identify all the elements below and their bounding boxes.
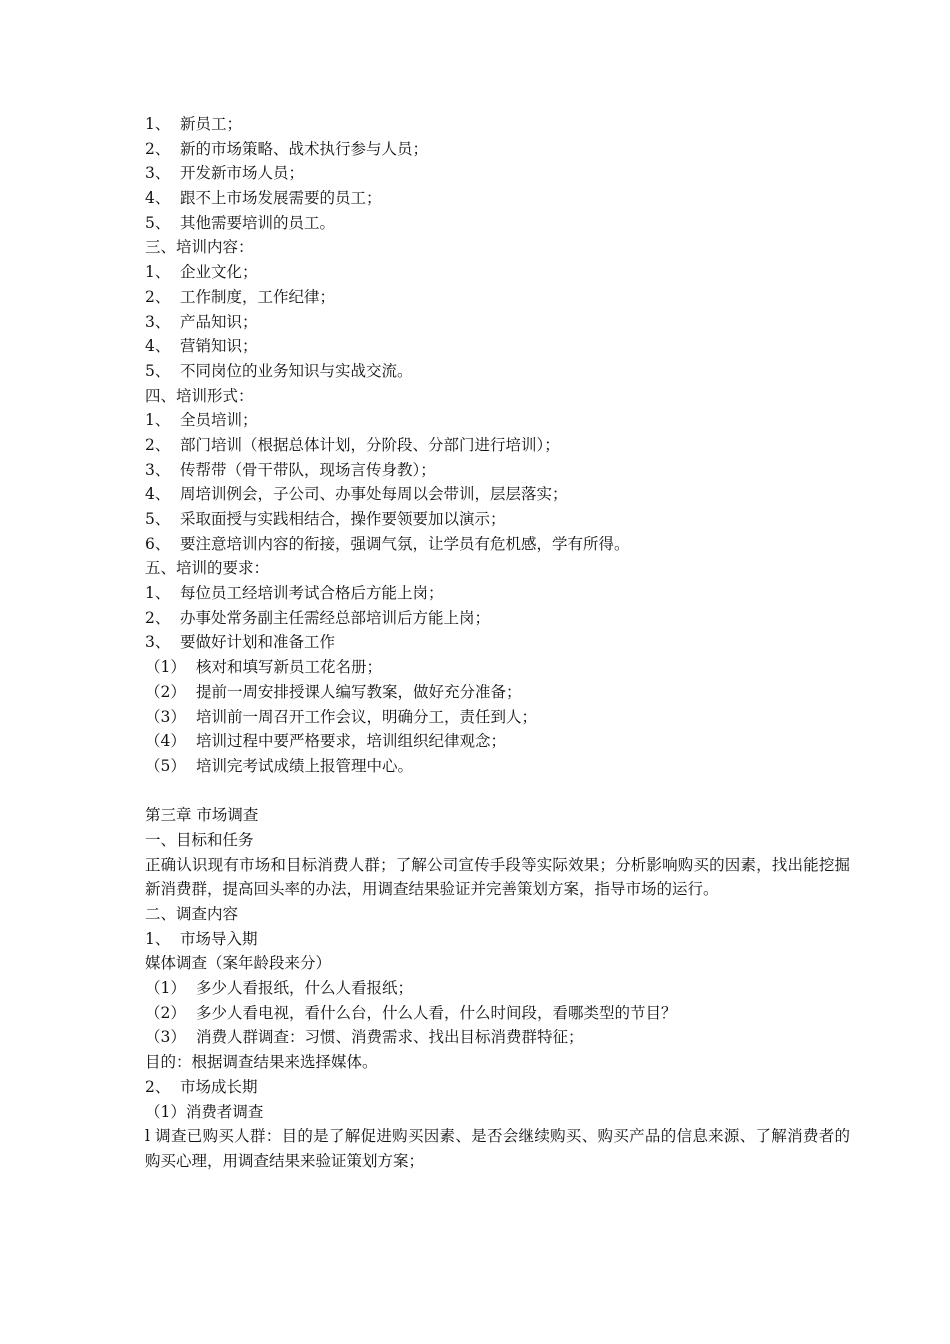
heading-text: 媒体调查（案年龄段来分） bbox=[145, 954, 332, 973]
list-item bbox=[145, 1075, 850, 1100]
list-item-number: 3、 bbox=[145, 633, 171, 652]
heading-text: 第三章 市场调查 bbox=[145, 806, 259, 825]
list-item bbox=[145, 359, 850, 384]
section-heading bbox=[145, 235, 850, 260]
list-item-number: 5、 bbox=[145, 361, 171, 380]
section-heading bbox=[145, 1050, 850, 1075]
list-item bbox=[145, 532, 850, 557]
sub-list-item bbox=[145, 655, 850, 680]
section-heading bbox=[145, 384, 850, 409]
list-item bbox=[145, 433, 850, 458]
list-item bbox=[145, 606, 850, 631]
list-item bbox=[145, 408, 850, 433]
sub-list-item bbox=[145, 1001, 850, 1026]
list-item bbox=[145, 927, 850, 952]
list-item-text: 传帮带（骨干带队，现场言传身教）； bbox=[180, 460, 436, 479]
section-heading bbox=[145, 902, 850, 927]
blank-line bbox=[145, 779, 850, 804]
list-item bbox=[145, 310, 850, 335]
list-item-number: 5、 bbox=[145, 510, 171, 528]
section-heading bbox=[145, 828, 850, 853]
list-item-number: 1、 bbox=[145, 263, 171, 282]
heading-text: （1）消费者调查 bbox=[145, 1102, 264, 1121]
section-heading bbox=[145, 803, 850, 828]
heading-text: 五、培训的要求： bbox=[145, 559, 270, 578]
list-item-text: 每位员工经培训考试合格后方能上岗； bbox=[180, 584, 444, 603]
document-body bbox=[145, 112, 850, 1174]
sub-list-item bbox=[145, 976, 850, 1001]
list-item-text: 多少人看电视，看什么台，什么人看，什么时间段，看哪类型的节目？ bbox=[196, 1003, 677, 1022]
heading-text: 目的：根据调查结果来选择媒体。 bbox=[145, 1053, 378, 1072]
list-item-text: 不同岗位的业务知识与实战交流。 bbox=[180, 361, 413, 380]
sub-list-item bbox=[145, 680, 850, 705]
list-item-text: 部门培训（根据总体计划，分阶段、分部门进行培训）； bbox=[180, 435, 560, 454]
list-item-text: 开发新市场人员； bbox=[180, 164, 305, 183]
list-item-text: 市场导入期 bbox=[180, 929, 258, 948]
list-item-number: 2、 bbox=[145, 139, 171, 158]
list-item-text: 培训过程中要严格要求，培训组织纪律观念； bbox=[196, 732, 507, 751]
list-item-number: 6、 bbox=[145, 534, 171, 553]
list-item-number: 2、 bbox=[145, 287, 171, 306]
sub-list-item bbox=[145, 729, 850, 754]
sub-list-item bbox=[145, 705, 850, 730]
list-item-number: 1、 bbox=[145, 929, 171, 948]
list-item-number: （1） bbox=[145, 979, 186, 998]
heading-text: 二、调查内容 bbox=[145, 905, 239, 924]
list-item-text: 新的市场策略、战术执行参与人员； bbox=[180, 139, 429, 158]
list-item-text: 采取面授与实践相结合，操作要领要加以演示； bbox=[180, 510, 506, 528]
list-item-text: 跟不上市场发展需要的员工； bbox=[180, 189, 382, 208]
list-item-text: 新员工； bbox=[180, 115, 243, 133]
list-item-number: 2、 bbox=[145, 608, 171, 627]
section-heading bbox=[145, 1100, 850, 1125]
list-item-number: 5、 bbox=[145, 213, 171, 232]
list-item-text: 核对和填写新员工花名册； bbox=[196, 658, 383, 677]
list-item-number: 2、 bbox=[145, 1077, 171, 1096]
list-item-number: 1、 bbox=[145, 584, 171, 603]
list-item-number: 3、 bbox=[145, 312, 171, 331]
list-item bbox=[145, 285, 850, 310]
sub-list-item bbox=[145, 1025, 850, 1050]
list-item-text: 市场成长期 bbox=[180, 1077, 258, 1096]
list-item-text: 产品知识； bbox=[180, 312, 258, 331]
list-item bbox=[145, 630, 850, 655]
list-item-text: 多少人看报纸，什么人看报纸； bbox=[196, 979, 414, 998]
list-item-number: （2） bbox=[145, 1003, 186, 1022]
list-item-number: （3） bbox=[145, 1028, 186, 1047]
section-heading bbox=[145, 951, 850, 976]
list-item-number: 1、 bbox=[145, 115, 171, 133]
list-item bbox=[145, 211, 850, 236]
list-item bbox=[145, 112, 850, 137]
list-item bbox=[145, 507, 850, 532]
paragraph: l 调查已购买人群：目的是了解促进购买因素、是否会继续购买、购买产品的信息来源、了解消费者的购买心理，用调查结果来验证策划方案； bbox=[145, 1127, 850, 1170]
list-item-text: 周培训例会，子公司、办事处每周以会带训，层层落实； bbox=[180, 485, 568, 504]
list-item bbox=[145, 137, 850, 162]
list-item bbox=[145, 161, 850, 186]
list-item-number: 2、 bbox=[145, 435, 171, 454]
list-item-text: 提前一周安排授课人编写教案，做好充分准备； bbox=[196, 682, 522, 701]
list-item-number: 3、 bbox=[145, 164, 171, 183]
list-item-number: （3） bbox=[145, 707, 186, 726]
list-item bbox=[145, 482, 850, 507]
list-item-number: 1、 bbox=[145, 411, 171, 430]
list-item-number: 4、 bbox=[145, 189, 171, 208]
list-item-number: （1） bbox=[145, 658, 186, 677]
list-item-text: 要注意培训内容的衔接，强调气氛，让学员有危机感，学有所得。 bbox=[180, 534, 630, 553]
list-item-text: 营销知识； bbox=[180, 337, 258, 356]
heading-text: 三、培训内容： bbox=[145, 238, 254, 257]
list-item-text: 培训完考试成绩上报管理中心。 bbox=[196, 756, 414, 775]
section-heading bbox=[145, 556, 850, 581]
list-item-text: 消费人群调查：习惯、消费需求、找出目标消费群特征； bbox=[196, 1028, 584, 1047]
list-item-number: 3、 bbox=[145, 460, 171, 479]
list-item bbox=[145, 581, 850, 606]
list-item-text: 培训前一周召开工作会议，明确分工，责任到人； bbox=[196, 707, 538, 726]
list-item-number: 4、 bbox=[145, 337, 171, 356]
list-item-number: （2） bbox=[145, 682, 186, 701]
list-item-text: 办事处常务副主任需经总部培训后方能上岗； bbox=[180, 608, 491, 627]
sub-list-item bbox=[145, 754, 850, 779]
list-item bbox=[145, 186, 850, 211]
list-item bbox=[145, 458, 850, 483]
list-item bbox=[145, 260, 850, 285]
list-item-number: 4、 bbox=[145, 485, 171, 504]
list-item-text: 企业文化； bbox=[180, 263, 258, 282]
heading-text: 四、培训形式： bbox=[145, 386, 254, 405]
list-item-text: 工作制度，工作纪律； bbox=[180, 287, 336, 306]
list-item bbox=[145, 334, 850, 359]
heading-text: 一、目标和任务 bbox=[145, 830, 254, 849]
list-item-text: 全员培训； bbox=[180, 411, 258, 430]
paragraph: 正确认识现有市场和目标消费人群；了解公司宣传手段等实际效果；分析影响购买的因素，找出能挖掘新消费群，提高回头率的办法，用调查结果验证并完善策划方案，指导市场的运行。 bbox=[145, 855, 850, 899]
list-item-number: （4） bbox=[145, 732, 186, 751]
list-item-text: 要做好计划和准备工作 bbox=[180, 633, 336, 652]
list-item-number: （5） bbox=[145, 756, 186, 775]
list-item-text: 其他需要培训的员工。 bbox=[180, 213, 336, 232]
